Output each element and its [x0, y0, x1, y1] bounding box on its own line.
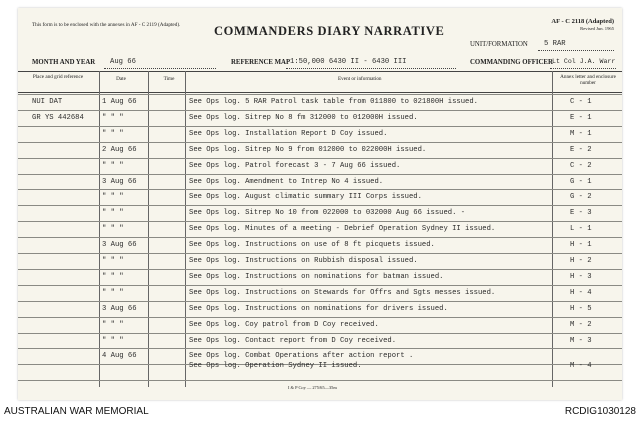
col-divider-3 — [185, 71, 186, 387]
row-date: " " " — [102, 272, 124, 281]
row-annex: H - 2 — [570, 257, 592, 265]
col-annex-header: Annex letter and enclosure number — [560, 74, 616, 86]
row-rule — [18, 348, 622, 349]
row-annex: M - 1 — [570, 129, 592, 138]
row-annex: H - 5 — [570, 304, 592, 313]
row-date: " " " — [102, 336, 124, 345]
col-date-header: Date — [116, 76, 126, 82]
form-note: This form is to be enclosed with the annexes in AF - C 2119 (Adapted). — [32, 22, 181, 28]
row-rule — [18, 301, 622, 302]
unit-value: 5 RAR — [544, 40, 566, 48]
row-date: " " " — [102, 161, 124, 170]
row-annex: E - 1 — [570, 113, 592, 122]
ref-underline — [286, 68, 456, 69]
row-date: " " " — [102, 288, 124, 297]
row-date: " " " — [102, 209, 124, 218]
row-date: " " " — [102, 113, 124, 122]
row-event: See Ops log. Installation Report D Coy issued. — [189, 129, 388, 138]
co-underline — [550, 68, 616, 69]
row-place: NUI DAT — [32, 98, 63, 106]
row-date: " " " — [102, 257, 124, 265]
header-bottom-rule — [18, 92, 622, 93]
ref-label: REFERENCE MAP — [231, 59, 291, 66]
row-event: See Ops log. Instructions on Stewards for Offrs and Sgts messes issued. — [189, 288, 496, 297]
row-date: " " " — [102, 320, 124, 329]
row-event: See Ops log. Sitrep No 10 from 022000 to 032000 Aug 66 issued. - — [189, 209, 466, 218]
col-divider-2 — [148, 71, 149, 387]
footer-institution: AUSTRALIAN WAR MEMORIAL — [4, 406, 149, 417]
row-annex: C - 2 — [570, 161, 592, 170]
row-annex: M - 3 — [570, 336, 592, 345]
row-rule — [18, 237, 622, 238]
revised-date: Revised Jun. 1965 — [580, 26, 614, 31]
col-divider-4 — [552, 71, 553, 387]
ref-value: 1:50,000 6430 II - 6430 III — [290, 58, 407, 66]
row-event: See Ops log. August climatic summary III Corps issued. — [189, 193, 422, 202]
row-place: GR YS 442684 — [32, 113, 84, 122]
row-event: See Ops log. Amendment to Intrep No 4 issued. — [189, 177, 384, 186]
col-place-header: Place and grid reference — [32, 74, 84, 80]
row-event: See Ops log. Coy patrol from D Coy received. — [189, 320, 379, 329]
table-top-rule — [18, 71, 622, 72]
row-rule — [18, 142, 622, 143]
row-date: 2 Aug 66 — [102, 145, 137, 154]
row-date: 3 Aug 66 — [102, 304, 137, 313]
row-rule — [18, 189, 622, 190]
row-event: See Ops log. Instructions on nominations for batman issued. — [189, 272, 444, 281]
row-annex: H - 1 — [570, 241, 592, 250]
row-date: 3 Aug 66 — [102, 177, 137, 186]
row-event: See Ops log. Minutes of a meeting - Debrief Operation Sydney II issued. — [189, 225, 496, 234]
print-mark: I & P Coy — 275/65—35m — [288, 385, 337, 390]
row-event: See Ops log. 5 RAR Patrol task table from 011800 to 021800H issued. — [189, 98, 478, 106]
unit-label: UNIT/FORMATION — [470, 41, 528, 48]
row-date: " " " — [102, 129, 124, 138]
month-underline — [104, 68, 216, 69]
row-rule — [18, 380, 622, 381]
col-event-header: Event or information — [338, 76, 382, 82]
row-event: See Ops log. Instructions on Rubbish disposal issued. — [189, 257, 418, 265]
row-rule — [18, 174, 622, 175]
row-date: " " " — [102, 193, 124, 202]
footer-reference: RCDIG1030128 — [564, 406, 636, 417]
row-event: See Ops log. Patrol forecast 3 - 7 Aug 66 issued. — [189, 161, 401, 170]
row-rule — [18, 205, 622, 206]
row-event: See Ops log. Instructions on nominations for drivers issued. — [189, 304, 448, 313]
row-event: See Ops log. Operation Sydney II issued. — [189, 362, 362, 371]
row-rule — [18, 221, 622, 222]
row-rule — [18, 317, 622, 318]
row-annex: E - 3 — [570, 209, 592, 218]
form-code: AF - C 2118 (Adapted) — [551, 18, 614, 25]
row-rule — [18, 253, 622, 254]
diary-sheet — [18, 8, 622, 400]
row-annex: H - 3 — [570, 272, 592, 281]
col-time-header: Time — [163, 76, 175, 82]
row-date: 1 Aug 66 — [102, 98, 137, 106]
row-rule — [18, 158, 622, 159]
row-rule — [18, 126, 622, 127]
row-rule — [18, 333, 622, 334]
row-date: 3 Aug 66 — [102, 241, 137, 250]
row-rule — [18, 269, 622, 270]
row-event: See Ops log. Contact report from D Coy received. — [189, 336, 397, 345]
row-annex: L - 1 — [570, 225, 592, 234]
row-annex: G - 2 — [570, 193, 592, 202]
row-date: " " " — [102, 225, 124, 234]
row-annex: H - 4 — [570, 288, 592, 297]
row-annex: E - 2 — [570, 145, 592, 154]
page-title: COMMANDERS DIARY NARRATIVE — [214, 24, 445, 38]
row-event: See Ops log. Sitrep No 8 fm 312000 to 012000H issued. — [189, 113, 418, 122]
co-value: Lt Col J.A. Warr — [552, 58, 616, 65]
row-annex: G - 1 — [570, 177, 592, 186]
co-label: COMMANDING OFFICER — [470, 59, 553, 66]
unit-underline — [538, 50, 614, 51]
row-date: 4 Aug 66 — [102, 352, 137, 361]
row-rule — [18, 94, 622, 95]
month-value: Aug 66 — [110, 58, 136, 66]
row-rule — [18, 110, 622, 111]
col-divider-1 — [99, 71, 100, 387]
row-event: See Ops log. Combat Operations after action report . — [189, 352, 414, 361]
row-annex: C - 1 — [570, 98, 592, 106]
row-event: See Ops log. Sitrep No 9 from 012000 to 022000H issued. — [189, 145, 427, 154]
row-rule — [18, 285, 622, 286]
month-label: MONTH AND YEAR — [32, 59, 96, 66]
row-annex: M - 2 — [570, 320, 592, 329]
row-event: See Ops log. Instructions on use of 8 ft picquets issued. — [189, 241, 435, 250]
row-annex: M - 4 — [570, 362, 592, 371]
